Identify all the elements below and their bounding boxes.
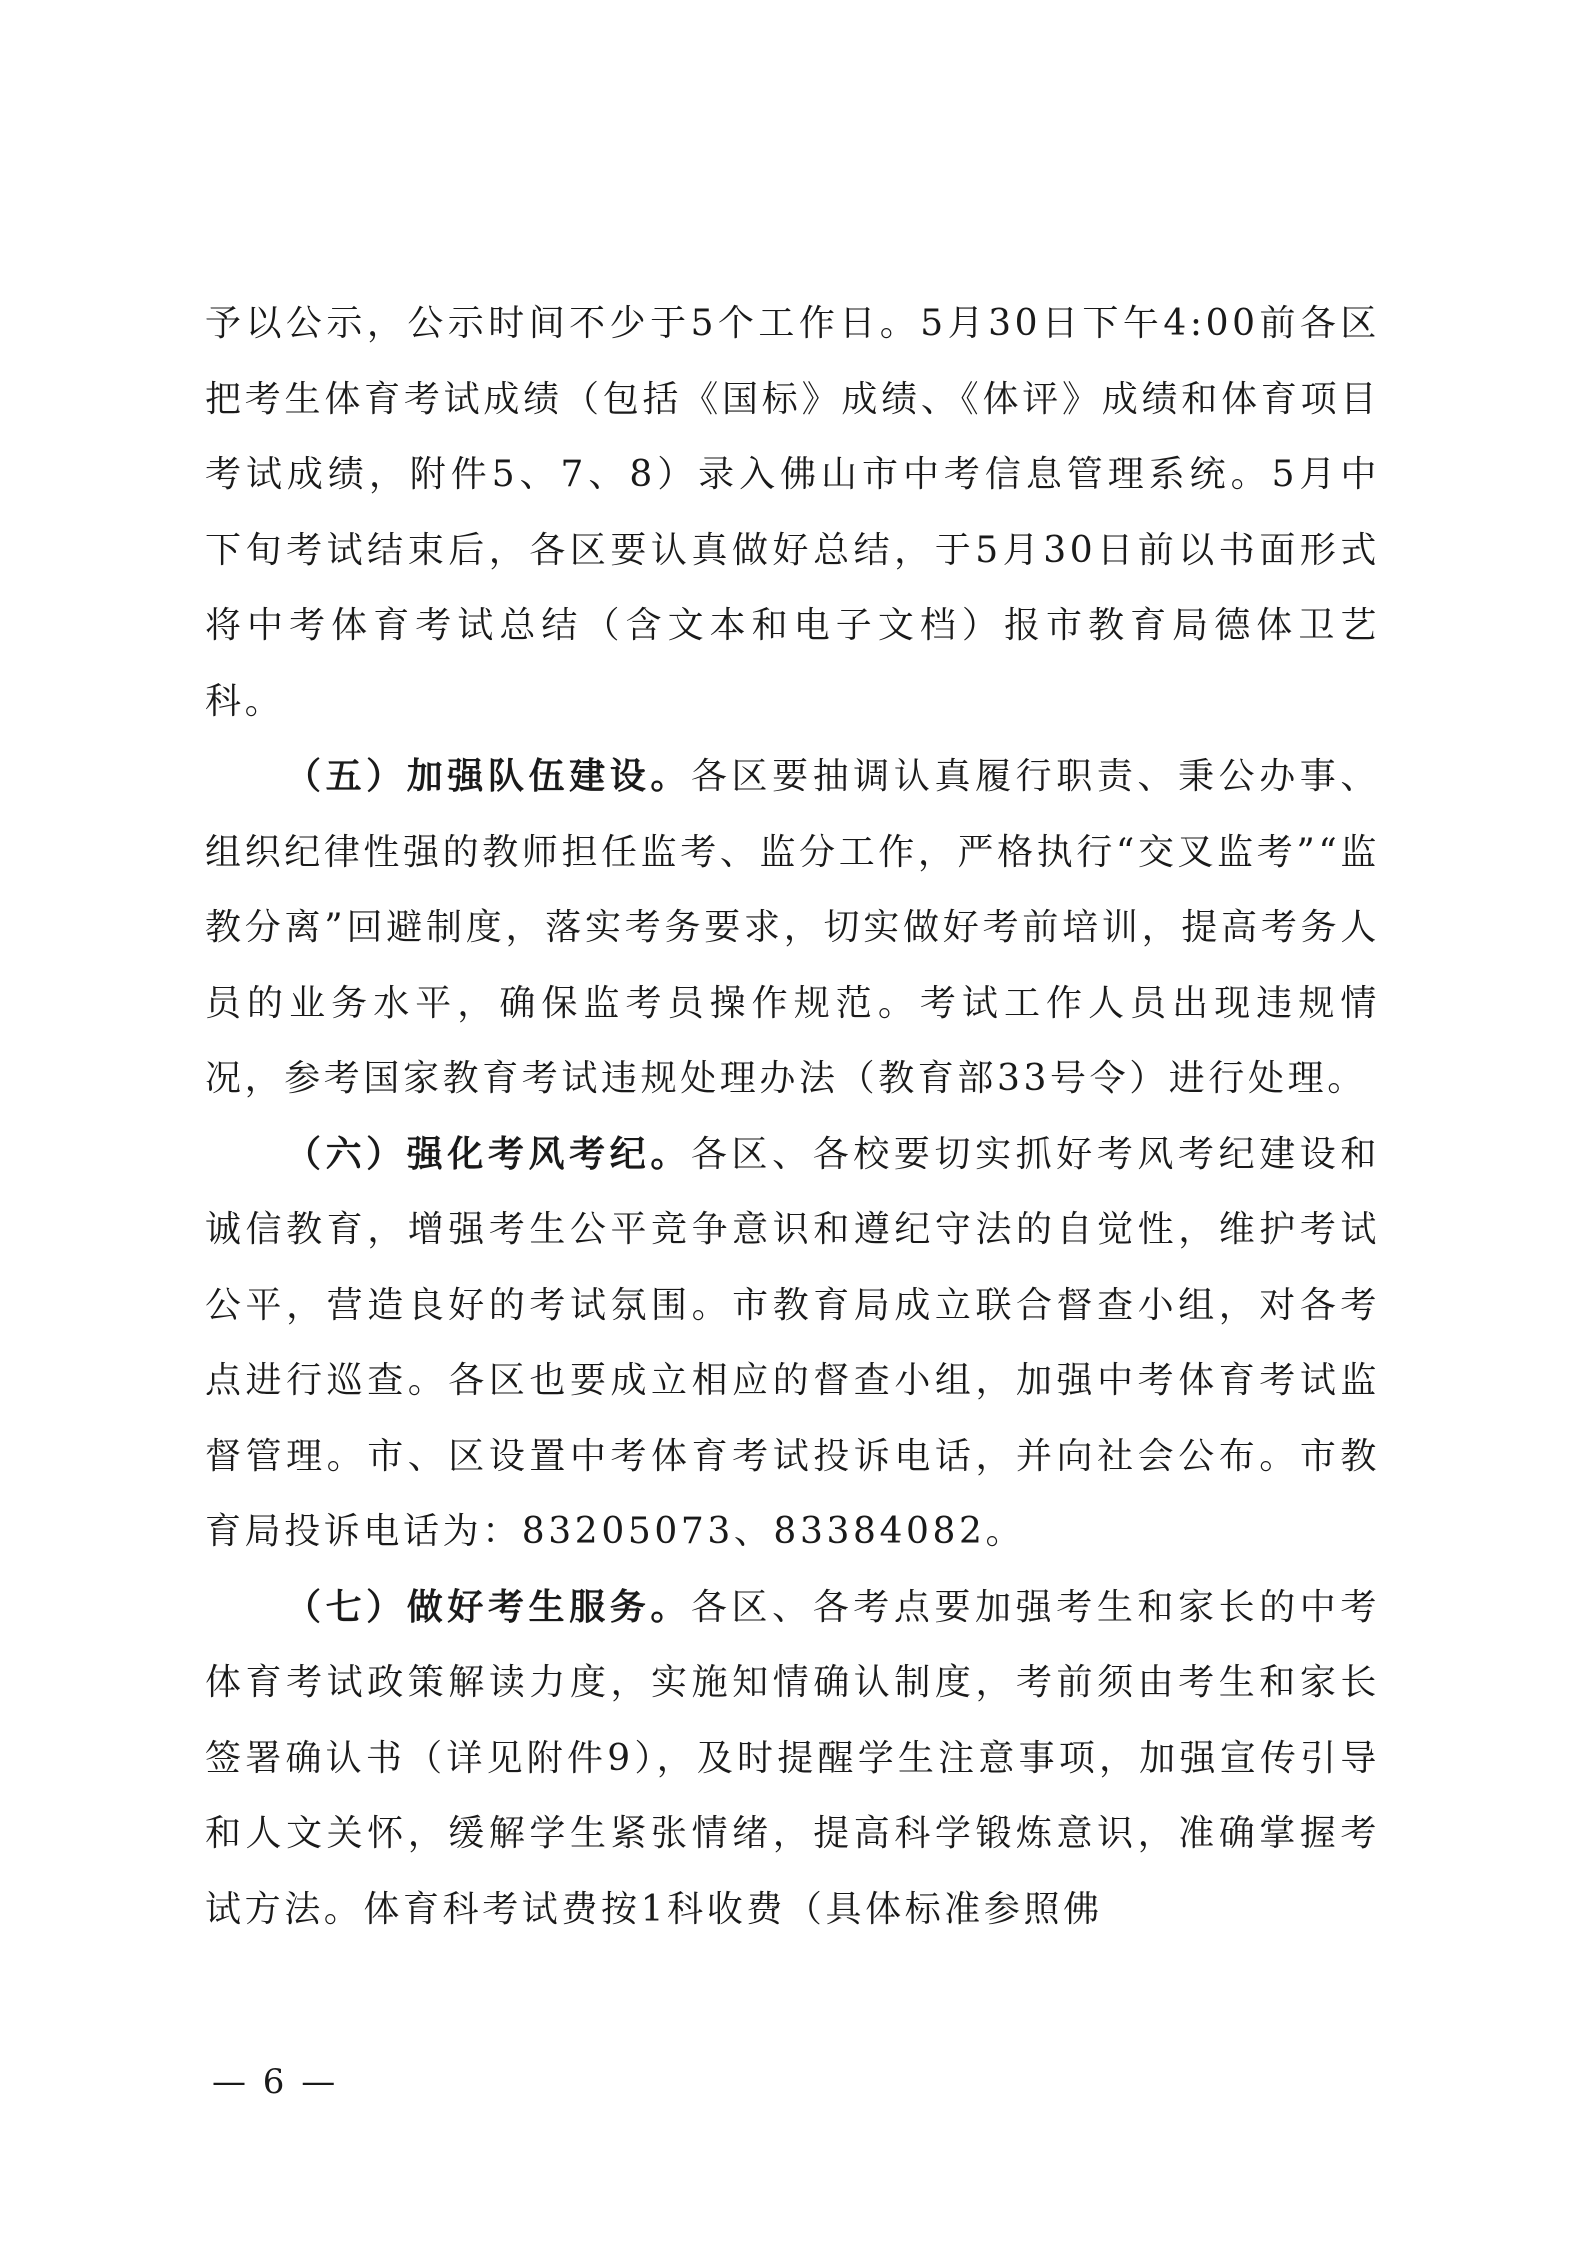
section-heading-six: （六）强化考风考纪。 bbox=[285, 1133, 691, 1175]
paragraph-section-seven bbox=[205, 1570, 1380, 1948]
page-number: — 6 — bbox=[212, 2062, 339, 2102]
paragraph-text: 各区、各校要切实抓好考风考纪建设和诚信教育，增强考生公平竞争意识和遵纪守法的自觉性，维护考试公平，营造良好的考试氛围。市教育局成立联合督查小组，对各考点进行巡查。各区也要成立相应的督查小组，加强中考体育考试监督管理。市、区设置中考体育考试投诉电话，并向社会公布。市教育局投诉电话为：83205073、83384082。 bbox=[205, 1133, 1380, 1552]
paragraph-text: 各区要抽调认真履行职责、秉公办事、组织纪律性强的教师担任监考、监分工作，严格执行“交叉监考”“监教分离”回避制度，落实考务要求，切实做好考前培训，提高考务人员的业务水平，确保监考员操作规范。考试工作人员出现违规情况，参考国家教育考试违规处理办法（教育部33号令）进行处理。 bbox=[205, 756, 1380, 1099]
paragraph-continuation bbox=[205, 286, 1380, 739]
document-body bbox=[205, 286, 1380, 1947]
paragraph-section-six bbox=[205, 1117, 1380, 1570]
paragraph-text: 予以公示，公示时间不少于5个工作日。5月30日下午4:00前各区把考生体育考试成绩（包括《国标》成绩、《体评》成绩和体育项目考试成绩，附件5、7、8）录入佛山市中考信息管理系统。5月中下旬考试结束后，各区要认真做好总结，于5月30日前以书面形式将中考体育考试总结（含文本和电子文档）报市教育局德体卫艺科。 bbox=[205, 303, 1380, 722]
section-heading-five: （五）加强队伍建设。 bbox=[285, 756, 691, 797]
paragraph-text: 各区、各考点要加强考生和家长的中考体育考试政策解读力度，实施知情确认制度，考前须由考生和家长签署确认书（详见附件9），及时提醒学生注意事项，加强宣传引导和人文关怀，缓解学生紧张情绪，提高科学锻炼意识，准确掌握考试方法。体育科考试费按1科收费（具体标准参照佛 bbox=[205, 1586, 1380, 1930]
section-heading-seven: （七）做好考生服务。 bbox=[285, 1586, 691, 1628]
paragraph-section-five bbox=[205, 739, 1380, 1117]
